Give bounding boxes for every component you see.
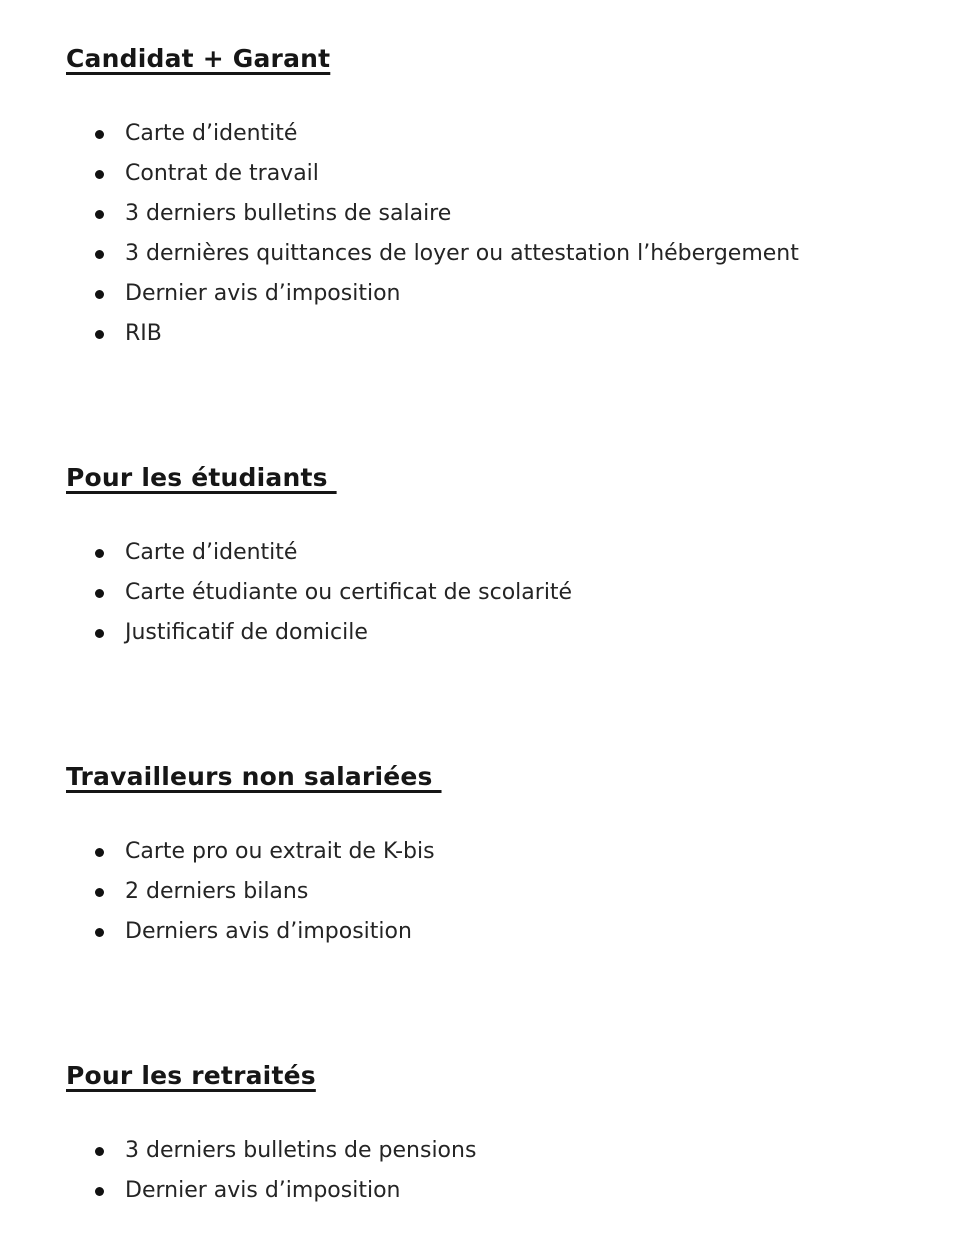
bullet-icon xyxy=(95,330,104,339)
bullet-icon xyxy=(95,549,104,558)
section-heading: Pour les retraités xyxy=(66,1061,316,1090)
list-item xyxy=(66,613,953,653)
bullet-icon xyxy=(95,290,104,299)
document-section xyxy=(66,461,953,653)
list-item xyxy=(66,533,953,573)
document-section xyxy=(66,42,953,354)
document-section xyxy=(66,1059,953,1211)
bullet-icon xyxy=(95,130,104,139)
list-item xyxy=(66,194,953,234)
bullet-icon xyxy=(95,250,104,259)
section-heading: Candidat + Garant xyxy=(66,44,331,73)
bullet-icon xyxy=(95,629,104,638)
bullet-icon xyxy=(95,170,104,179)
document-section xyxy=(66,760,953,952)
list-item-text: 3 dernières quittances de loyer ou attestation l’hébergement xyxy=(125,241,799,266)
list-item xyxy=(66,114,953,154)
list-item-text: 3 derniers bulletins de pensions xyxy=(125,1138,477,1163)
list-item-text: Carte d’identité xyxy=(125,121,298,146)
list-item xyxy=(66,274,953,314)
bullet-icon xyxy=(95,848,104,857)
list-item xyxy=(66,573,953,613)
section-list xyxy=(66,533,953,653)
list-item xyxy=(66,314,953,354)
bullet-icon xyxy=(95,928,104,937)
list-item-text: 2 derniers bilans xyxy=(125,879,309,904)
list-item xyxy=(66,872,953,912)
section-list xyxy=(66,832,953,952)
list-item-text: 3 derniers bulletins de salaire xyxy=(125,201,452,226)
list-item xyxy=(66,1171,953,1211)
list-item-text: Carte étudiante ou certificat de scolarité xyxy=(125,580,573,605)
section-heading: Travailleurs non salariées xyxy=(66,762,442,791)
section-heading: Pour les étudiants xyxy=(66,463,337,492)
list-item xyxy=(66,832,953,872)
list-item xyxy=(66,234,953,274)
list-item-text: Carte pro ou extrait de K-bis xyxy=(125,839,435,864)
list-item xyxy=(66,1131,953,1171)
list-item-text: Dernier avis d’imposition xyxy=(125,1178,401,1203)
section-list xyxy=(66,114,953,354)
bullet-icon xyxy=(95,589,104,598)
list-item xyxy=(66,154,953,194)
list-item-text: Derniers avis d’imposition xyxy=(125,919,412,944)
list-item-text: Justificatif de domicile xyxy=(125,620,368,645)
bullet-icon xyxy=(95,1187,104,1196)
bullet-icon xyxy=(95,210,104,219)
bullet-icon xyxy=(95,1147,104,1156)
list-item xyxy=(66,912,953,952)
list-item-text: Carte d’identité xyxy=(125,540,298,565)
list-item-text: Contrat de travail xyxy=(125,161,319,186)
list-item-text: Dernier avis d’imposition xyxy=(125,281,401,306)
section-list xyxy=(66,1131,953,1211)
bullet-icon xyxy=(95,888,104,897)
list-item-text: RIB xyxy=(125,321,162,346)
